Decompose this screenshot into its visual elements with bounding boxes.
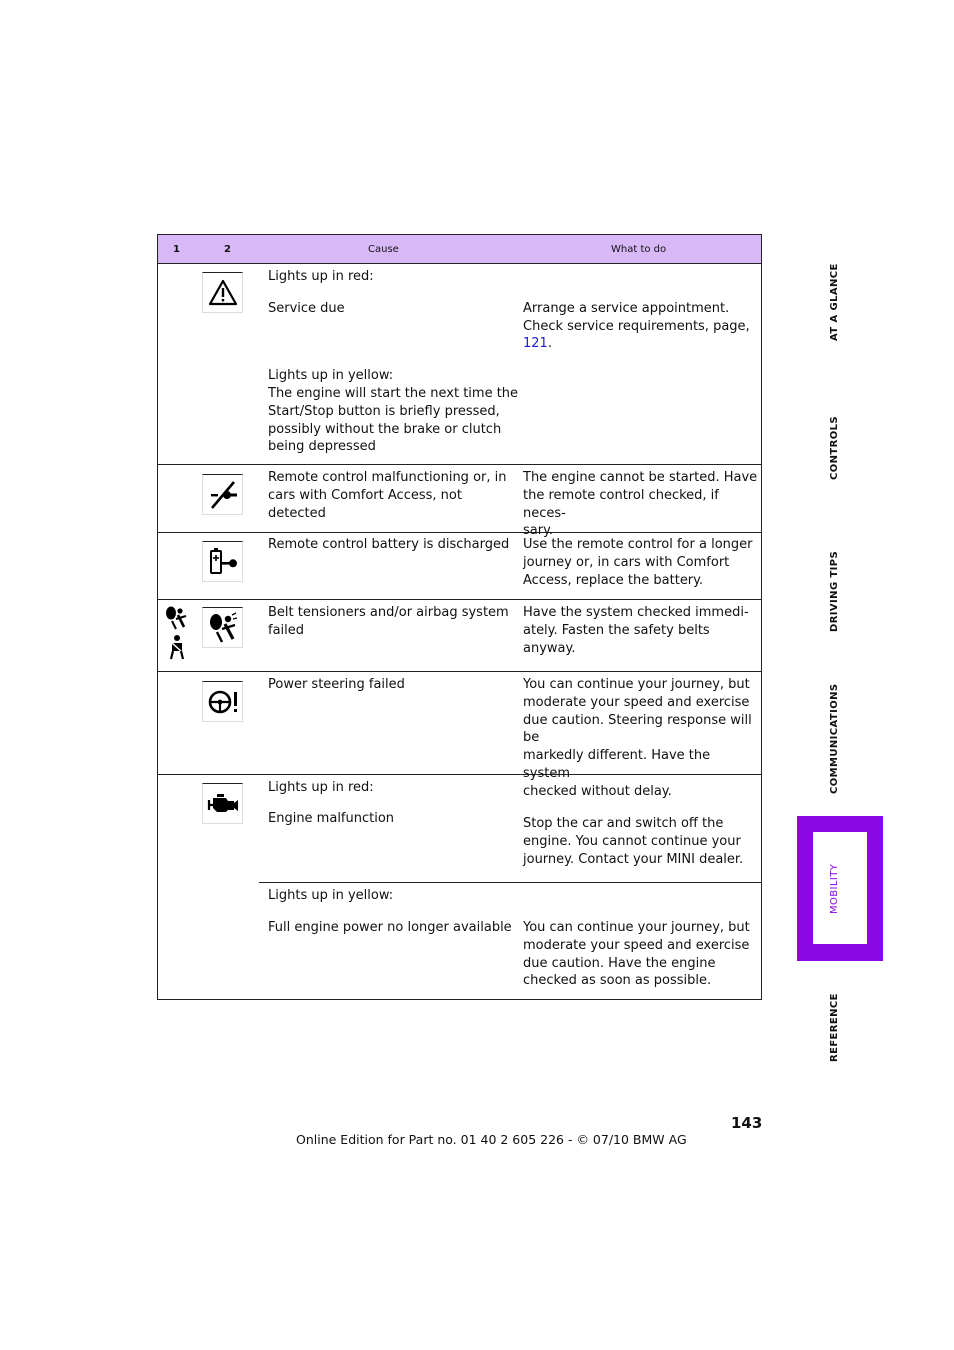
- airbag-icon: [164, 605, 190, 637]
- header-col2: 2: [224, 244, 231, 255]
- steering-wheel-warning-icon: [202, 681, 243, 722]
- row1-cause-yellow: The engine will start the next time the Start/Stop button is briefly pressed, possibly without the brake or clutch being depressed: [268, 386, 519, 455]
- row6-todo-yellow: You can continue your journey, but moderate your speed and exercise due caution. Have the engine checked as soon as possible.: [523, 920, 750, 989]
- tab-driving-tips[interactable]: DRIVING TIPS: [829, 550, 840, 632]
- row6-cause-red: Engine malfunction: [268, 811, 395, 826]
- header-col1: 1: [173, 244, 180, 255]
- row4-cause: Belt tensioners and/or airbag system failed: [268, 605, 509, 638]
- row2-todo: The engine cannot be started. Have the remote control checked, if neces- sary.: [523, 470, 758, 539]
- row6-cause-yellow-label: Lights up in yellow:: [268, 888, 394, 903]
- row1-cause-red: Service due: [268, 301, 345, 316]
- row1-cause-yellow-label: Lights up in yellow:: [268, 368, 394, 383]
- row2-cause: Remote control malfunctioning or, in cars with Comfort Access, not detected: [268, 470, 507, 521]
- warning-triangle-icon: [202, 272, 243, 313]
- period: .: [547, 336, 552, 351]
- tab-at-a-glance[interactable]: AT A GLANCE: [829, 263, 840, 341]
- header-cause: Cause: [368, 244, 399, 255]
- row4-todo: Have the system checked immedi- ately. Fasten the safety belts anyway.: [523, 605, 749, 656]
- page-link[interactable]: 121: [523, 336, 548, 351]
- tab-reference[interactable]: REFERENCE: [829, 993, 840, 1062]
- row3-cause: Remote control battery is discharged: [268, 537, 510, 552]
- row5-todo: You can continue your journey, but moderate your speed and exercise due caution. Steering response will be markedly different. Have the system checked without delay.: [523, 677, 752, 799]
- airbag-icon: [202, 607, 243, 648]
- row6-cause-yellow: Full engine power no longer available: [268, 920, 512, 935]
- row1-cause-red-label: Lights up in red:: [268, 269, 374, 284]
- row1-todo-red-1: Arrange a service appointment.: [523, 301, 730, 316]
- page-number: 143: [731, 1114, 763, 1132]
- tab-mobility-label[interactable]: MOBILITY: [829, 863, 840, 914]
- row-divider: [158, 464, 761, 465]
- header-what-to-do: What to do: [611, 244, 667, 255]
- remote-battery-key-icon: [202, 541, 243, 582]
- row3-todo: Use the remote control for a longer journey or, in cars with Comfort Access, replace the battery.: [523, 537, 753, 588]
- row1-todo-red-3: [523, 335, 552, 353]
- row6-cause-red-label: Lights up in red:: [268, 780, 374, 795]
- engine-malfunction-icon: [202, 783, 243, 824]
- row-divider: [158, 599, 761, 600]
- indicator-table: [157, 234, 762, 1000]
- tab-controls[interactable]: CONTROLS: [829, 415, 840, 480]
- seatbelt-icon: [164, 634, 190, 666]
- row5-cause: Power steering failed: [268, 677, 405, 692]
- footer-text: Online Edition for Part no. 01 40 2 605 226 - © 07/10 BMW AG: [296, 1132, 687, 1147]
- row-divider: [158, 671, 761, 672]
- sub-row-divider: [259, 882, 761, 883]
- row1-todo-red-2: Check service requirements, page,: [523, 319, 750, 334]
- remote-control-malfunction-icon: [202, 474, 243, 515]
- row6-todo-red: Stop the car and switch off the engine. You cannot continue your journey. Contact your MINI dealer.: [523, 816, 744, 867]
- tab-communications[interactable]: COMMUNICATIONS: [829, 683, 840, 794]
- table-header: [158, 235, 761, 264]
